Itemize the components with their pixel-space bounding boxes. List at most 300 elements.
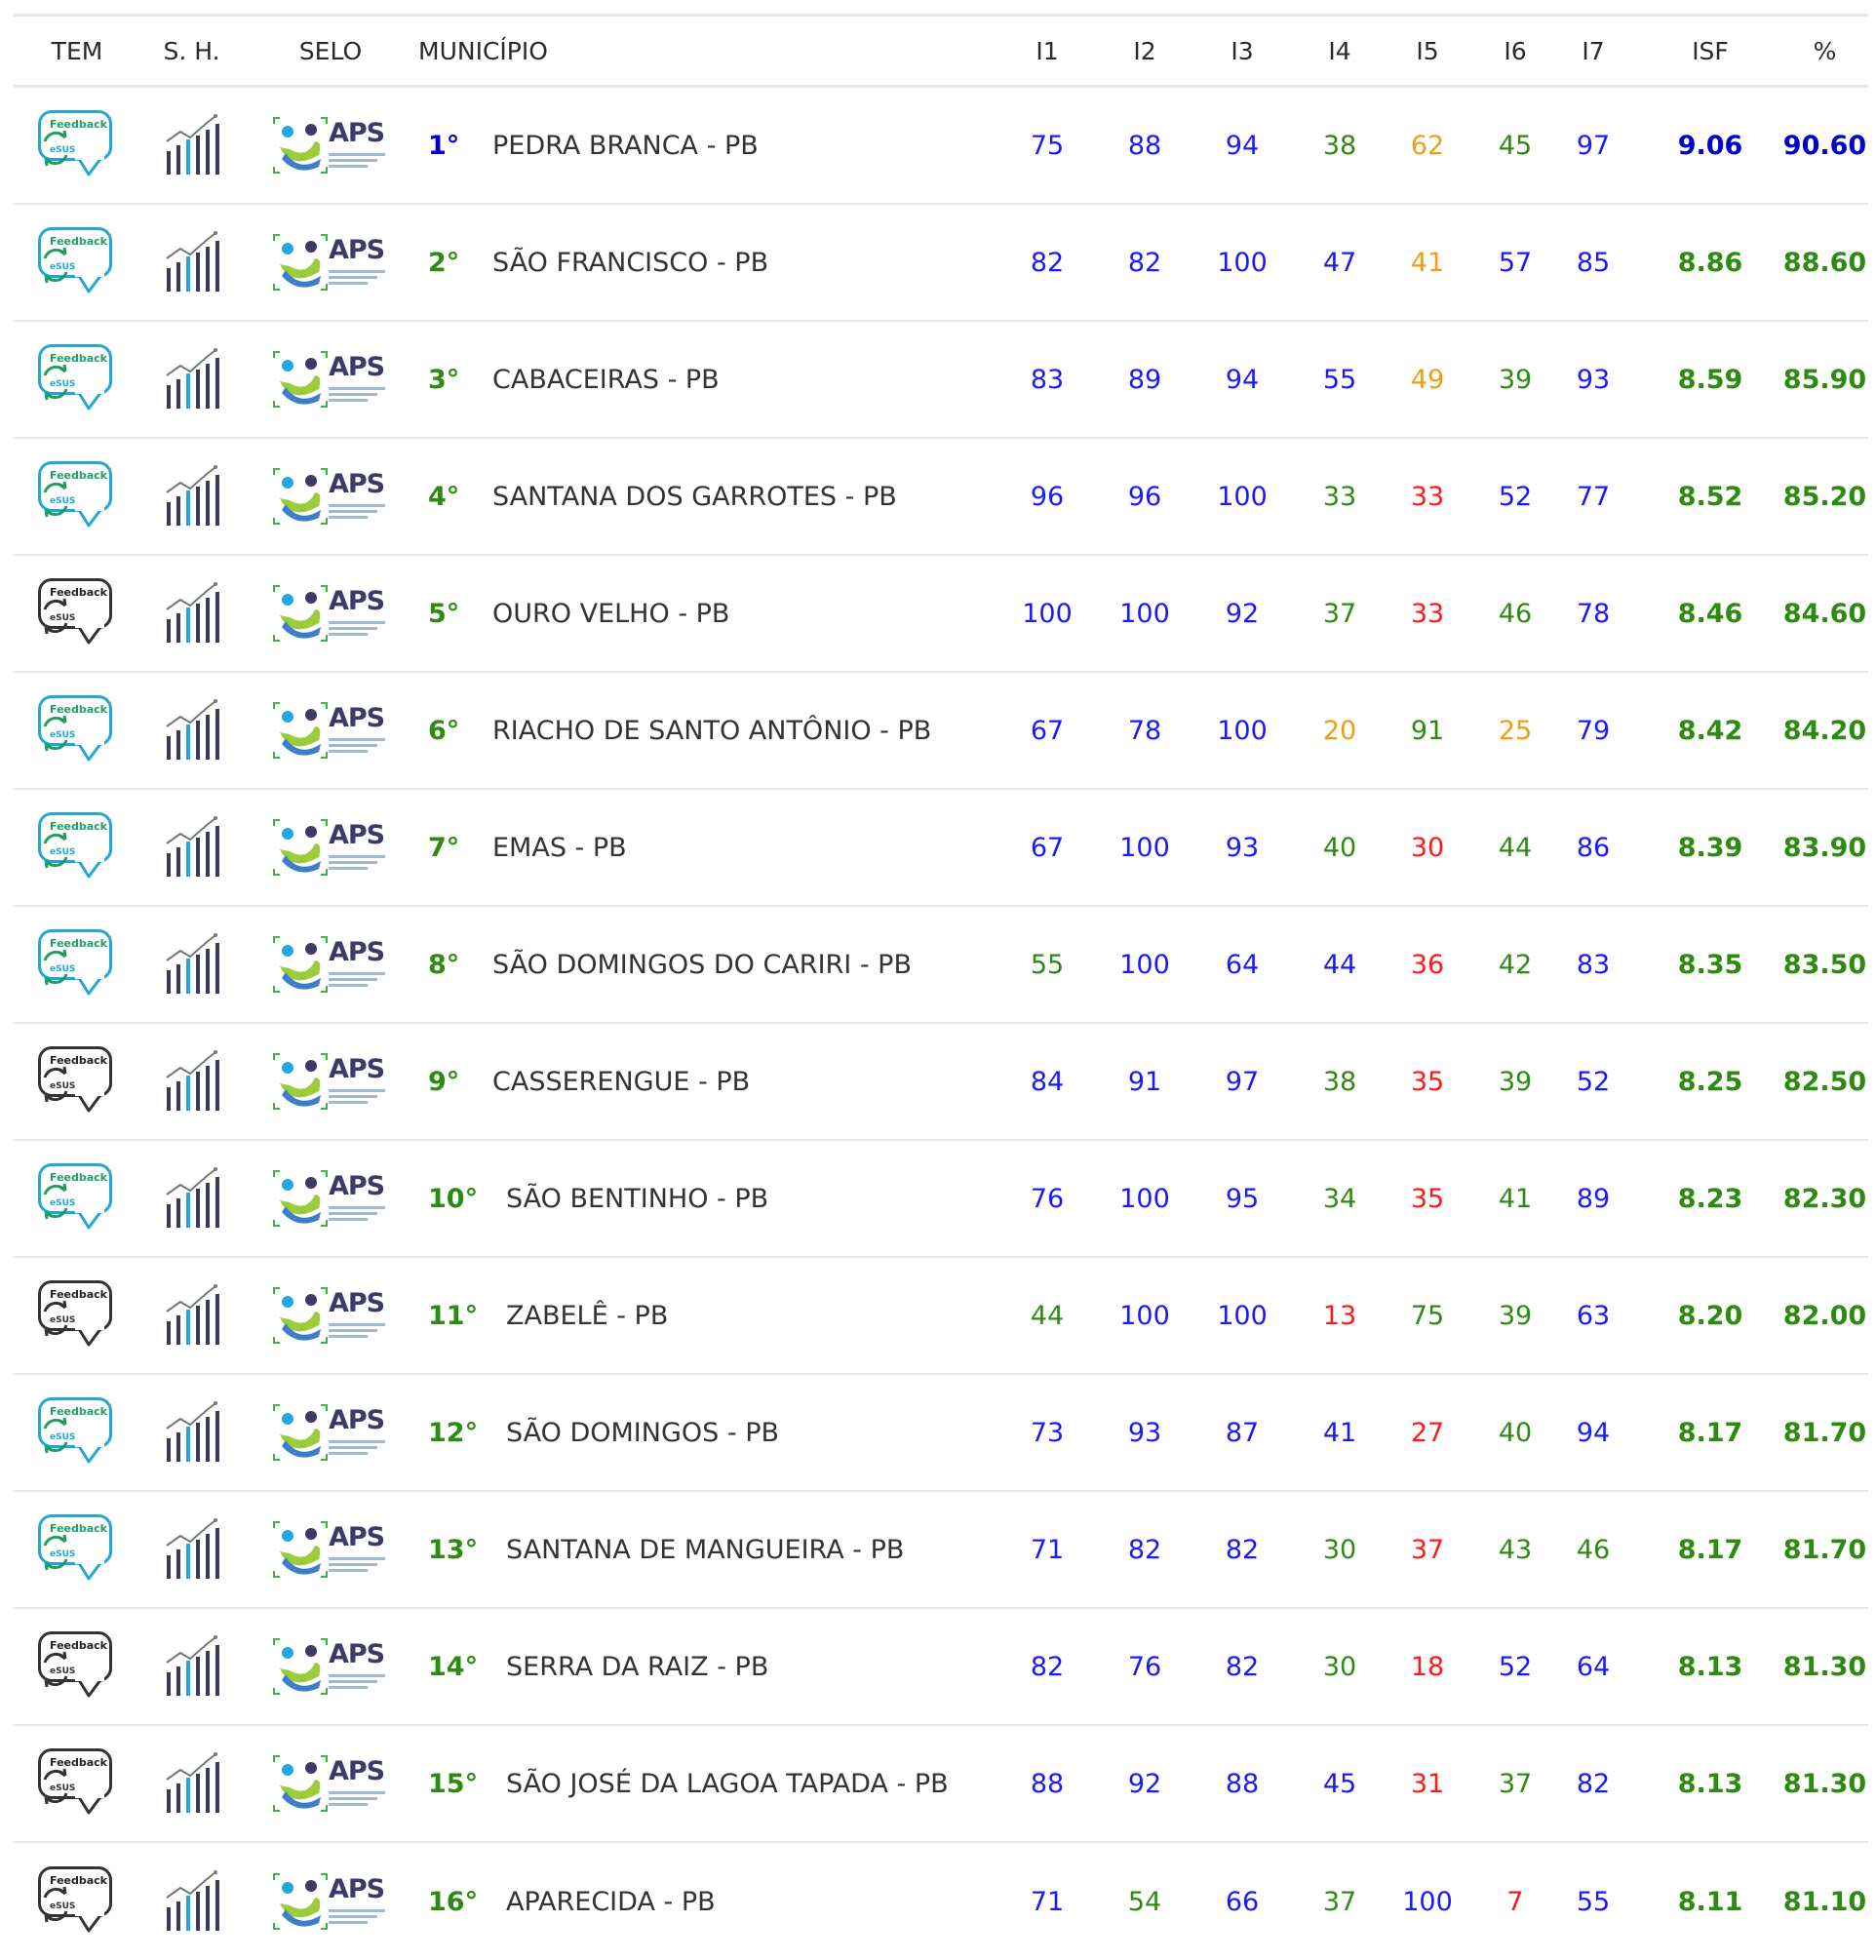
feedback-label: Feedback — [50, 703, 107, 716]
feedback-arrows-icon — [36, 1161, 118, 1235]
feedback-label: Feedback — [50, 1639, 107, 1652]
percent-score: 81.70 — [1782, 1417, 1867, 1448]
feedback-esus-icon[interactable] — [36, 1278, 118, 1352]
indicator-i5: 36 — [1410, 949, 1445, 980]
aps-label: APS — [329, 1405, 385, 1435]
indicator-i4: 41 — [1322, 1417, 1357, 1448]
isf-score: 8.13 — [1677, 1651, 1743, 1682]
sh-cell — [140, 1258, 243, 1373]
municipio-name[interactable]: SÃO DOMINGOS - PB — [506, 1417, 779, 1448]
table-row[interactable] — [14, 439, 1868, 556]
tem-cell — [14, 205, 140, 320]
feedback-arrows-icon — [36, 1278, 118, 1352]
sh-cell — [140, 1843, 243, 1960]
feedback-label: Feedback — [50, 1405, 107, 1418]
indicator-i7: 93 — [1576, 364, 1611, 395]
bar-chart-icon[interactable] — [163, 933, 221, 996]
indicator-i1: 44 — [1030, 1300, 1065, 1331]
tem-cell — [14, 439, 140, 554]
aps-seal-logo[interactable] — [272, 1637, 389, 1696]
indicator-i6: 7 — [1506, 1886, 1524, 1917]
bar-chart-icon[interactable] — [163, 1167, 221, 1230]
sh-cell — [140, 1726, 243, 1841]
indicator-i7: 85 — [1576, 247, 1611, 278]
indicator-i2: 100 — [1119, 598, 1170, 629]
indicator-i3: 100 — [1217, 481, 1268, 512]
aps-label: APS — [329, 1054, 385, 1084]
selo-cell — [243, 1375, 418, 1490]
indicator-i6: 52 — [1498, 481, 1533, 512]
aps-seal-logo[interactable] — [272, 1872, 389, 1931]
aps-seal-logo[interactable] — [272, 116, 389, 175]
municipio-name[interactable]: OURO VELHO - PB — [492, 598, 730, 629]
municipio-name[interactable]: SERRA DA RAIZ - PB — [506, 1651, 769, 1682]
indicator-i5: 37 — [1410, 1534, 1445, 1565]
indicator-i2: 100 — [1119, 1300, 1170, 1331]
indicator-i4: 44 — [1322, 949, 1357, 980]
indicator-i6: 46 — [1498, 598, 1533, 629]
indicator-i2: 100 — [1119, 1183, 1170, 1214]
selo-cell — [243, 1609, 418, 1724]
municipio-cell — [418, 556, 1003, 671]
table-body — [14, 88, 1868, 1960]
selo-cell — [243, 556, 418, 671]
table-row[interactable] — [14, 1258, 1868, 1375]
percent-score: 81.10 — [1782, 1886, 1867, 1917]
table-row[interactable] — [14, 322, 1868, 439]
tem-cell — [14, 1726, 140, 1841]
aps-label: APS — [329, 352, 385, 382]
table-row[interactable] — [14, 205, 1868, 322]
rank-position: 6° — [428, 715, 460, 746]
isf-score: 8.42 — [1677, 715, 1743, 746]
indicator-i7: 82 — [1576, 1768, 1611, 1799]
indicator-i7: 52 — [1576, 1066, 1611, 1097]
svg-text:eSUS: eSUS — [50, 145, 76, 155]
municipio-cell — [418, 205, 1003, 320]
rank-position: 2° — [428, 247, 460, 278]
selo-cell — [243, 205, 418, 320]
tem-cell — [14, 1492, 140, 1607]
bar-chart-icon[interactable] — [163, 1401, 221, 1464]
municipio-cell — [418, 1609, 1003, 1724]
selo-cell — [243, 322, 418, 437]
percent-score: 82.00 — [1782, 1300, 1867, 1331]
feedback-arrows-icon — [36, 342, 118, 416]
tem-cell — [14, 1258, 140, 1373]
isf-score: 8.86 — [1677, 247, 1743, 278]
header-percent[interactable]: % — [1813, 36, 1837, 65]
rank-position: 7° — [428, 832, 460, 863]
municipio-name[interactable]: SÃO BENTINHO - PB — [506, 1183, 769, 1214]
svg-text:eSUS: eSUS — [50, 1784, 76, 1793]
ranking-table — [14, 14, 1868, 1960]
indicator-i1: 82 — [1030, 247, 1065, 278]
feedback-esus-icon[interactable] — [36, 693, 118, 767]
percent-score: 83.90 — [1782, 832, 1867, 863]
indicator-i5: 100 — [1402, 1886, 1453, 1917]
indicator-i2: 96 — [1127, 481, 1162, 512]
indicator-i5: 62 — [1410, 130, 1445, 161]
indicator-i2: 92 — [1127, 1768, 1162, 1799]
isf-score: 9.06 — [1677, 130, 1743, 161]
feedback-label: Feedback — [50, 1522, 107, 1535]
feedback-arrows-icon — [36, 1395, 118, 1470]
tem-cell — [14, 790, 140, 905]
feedback-esus-icon[interactable] — [36, 1044, 118, 1118]
indicator-i5: 18 — [1410, 1651, 1445, 1682]
tem-cell — [14, 322, 140, 437]
aps-label: APS — [329, 703, 385, 733]
header-municipio[interactable]: MUNICÍPIO — [418, 36, 548, 65]
aps-seal-logo[interactable] — [272, 1286, 389, 1345]
svg-text:eSUS: eSUS — [50, 1081, 76, 1091]
feedback-label: Feedback — [50, 469, 107, 482]
selo-cell — [243, 88, 418, 203]
feedback-esus-icon[interactable] — [36, 1746, 118, 1821]
indicator-i4: 34 — [1322, 1183, 1357, 1214]
indicator-i5: 31 — [1410, 1768, 1445, 1799]
aps-label: APS — [329, 1522, 385, 1552]
table-row[interactable] — [14, 1843, 1868, 1960]
indicator-i6: 44 — [1498, 832, 1533, 863]
aps-label: APS — [329, 235, 385, 265]
indicator-i3: 92 — [1225, 598, 1260, 629]
aps-seal-logo[interactable] — [272, 584, 389, 643]
indicator-i2: 82 — [1127, 247, 1162, 278]
feedback-esus-icon[interactable] — [36, 810, 118, 884]
indicator-i6: 25 — [1498, 715, 1533, 746]
sh-cell — [140, 1024, 243, 1139]
indicator-i3: 82 — [1225, 1534, 1260, 1565]
header-i1[interactable]: I1 — [1036, 36, 1059, 65]
aps-seal-logo[interactable] — [272, 701, 389, 760]
isf-score: 8.17 — [1677, 1417, 1743, 1448]
indicator-i7: 89 — [1576, 1183, 1611, 1214]
isf-score: 8.23 — [1677, 1183, 1743, 1214]
feedback-esus-icon[interactable] — [36, 1864, 118, 1939]
rank-position: 1° — [428, 130, 460, 161]
feedback-arrows-icon — [36, 1629, 118, 1704]
indicator-i2: 100 — [1119, 832, 1170, 863]
table-row[interactable] — [14, 1726, 1868, 1843]
municipio-name[interactable]: APARECIDA - PB — [506, 1886, 716, 1917]
indicator-i5: 49 — [1410, 364, 1445, 395]
feedback-arrows-icon — [36, 927, 118, 1001]
feedback-arrows-icon — [36, 1044, 118, 1118]
bar-chart-icon[interactable] — [163, 816, 221, 879]
feedback-arrows-icon — [36, 459, 118, 533]
aps-label: APS — [329, 469, 385, 499]
table-row[interactable] — [14, 1024, 1868, 1141]
aps-seal-logo[interactable] — [272, 1520, 389, 1579]
isf-score: 8.35 — [1677, 949, 1743, 980]
feedback-arrows-icon — [36, 576, 118, 650]
svg-text:eSUS: eSUS — [50, 1666, 76, 1676]
rank-position: 11° — [428, 1300, 479, 1331]
aps-label: APS — [329, 937, 385, 967]
feedback-esus-icon[interactable] — [36, 342, 118, 416]
header-i4[interactable]: I4 — [1328, 36, 1351, 65]
percent-score: 82.30 — [1782, 1183, 1867, 1214]
table-row[interactable] — [14, 1492, 1868, 1609]
indicator-i6: 45 — [1498, 130, 1533, 161]
indicator-i6: 43 — [1498, 1534, 1533, 1565]
municipio-name[interactable]: EMAS - PB — [492, 832, 627, 863]
indicator-i3: 100 — [1217, 247, 1268, 278]
indicator-i5: 91 — [1410, 715, 1445, 746]
sh-cell — [140, 205, 243, 320]
indicator-i4: 20 — [1322, 715, 1357, 746]
selo-cell — [243, 1024, 418, 1139]
sh-cell — [140, 673, 243, 788]
indicator-i7: 77 — [1576, 481, 1611, 512]
indicator-i6: 41 — [1498, 1183, 1533, 1214]
feedback-esus-icon[interactable] — [36, 1161, 118, 1235]
svg-text:eSUS: eSUS — [50, 730, 76, 740]
svg-text:eSUS: eSUS — [50, 1901, 76, 1911]
aps-seal-logo[interactable] — [272, 1169, 389, 1228]
header-i7[interactable]: I7 — [1582, 36, 1605, 65]
indicator-i7: 63 — [1576, 1300, 1611, 1331]
indicator-i6: 42 — [1498, 949, 1533, 980]
isf-score: 8.52 — [1677, 481, 1743, 512]
percent-score: 82.50 — [1782, 1066, 1867, 1097]
isf-score: 8.17 — [1677, 1534, 1743, 1565]
feedback-esus-icon[interactable] — [36, 1512, 118, 1587]
sh-cell — [140, 322, 243, 437]
rank-position: 14° — [428, 1651, 479, 1682]
indicator-i4: 37 — [1322, 598, 1357, 629]
indicator-i1: 75 — [1030, 130, 1065, 161]
rank-position: 16° — [428, 1886, 479, 1917]
bar-chart-icon[interactable] — [163, 1518, 221, 1581]
isf-score: 8.20 — [1677, 1300, 1743, 1331]
municipio-cell — [418, 673, 1003, 788]
header-isf[interactable]: ISF — [1692, 36, 1729, 65]
indicator-i7: 79 — [1576, 715, 1611, 746]
aps-seal-logo[interactable] — [272, 233, 389, 292]
aps-seal-logo[interactable] — [272, 818, 389, 877]
sh-cell — [140, 439, 243, 554]
bar-chart-icon[interactable] — [163, 699, 221, 762]
indicator-i5: 27 — [1410, 1417, 1445, 1448]
feedback-esus-icon[interactable] — [36, 108, 118, 182]
rank-position: 4° — [428, 481, 460, 512]
aps-seal-logo[interactable] — [272, 1403, 389, 1462]
indicator-i3: 93 — [1225, 832, 1260, 863]
indicator-i2: 76 — [1127, 1651, 1162, 1682]
table-row[interactable] — [14, 556, 1868, 673]
header-i3[interactable]: I3 — [1231, 36, 1254, 65]
indicator-i2: 82 — [1127, 1534, 1162, 1565]
indicator-i3: 100 — [1217, 1300, 1268, 1331]
municipio-name[interactable]: PEDRA BRANCA - PB — [492, 130, 759, 161]
rank-position: 12° — [428, 1417, 479, 1448]
sh-cell — [140, 556, 243, 671]
feedback-esus-icon[interactable] — [36, 225, 118, 299]
municipio-name[interactable]: RIACHO DE SANTO ANTÔNIO - PB — [492, 715, 932, 746]
sh-cell — [140, 1609, 243, 1724]
bar-chart-icon[interactable] — [163, 114, 221, 176]
aps-seal-logo[interactable] — [272, 1052, 389, 1111]
table-row[interactable] — [14, 907, 1868, 1024]
bar-chart-icon[interactable] — [163, 465, 221, 528]
bar-chart-icon[interactable] — [163, 1635, 221, 1698]
indicator-i3: 95 — [1225, 1183, 1260, 1214]
percent-score: 81.70 — [1782, 1534, 1867, 1565]
percent-score: 85.90 — [1782, 364, 1867, 395]
bar-chart-icon[interactable] — [163, 348, 221, 411]
selo-cell — [243, 439, 418, 554]
isf-score: 8.13 — [1677, 1768, 1743, 1799]
municipio-name[interactable]: SANTANA DE MANGUEIRA - PB — [506, 1534, 905, 1565]
percent-score: 84.20 — [1782, 715, 1867, 746]
feedback-esus-icon[interactable] — [36, 1629, 118, 1704]
feedback-label: Feedback — [50, 1874, 107, 1887]
bar-chart-icon[interactable] — [163, 1050, 221, 1113]
feedback-label: Feedback — [50, 1171, 107, 1184]
indicator-i6: 39 — [1498, 1300, 1533, 1331]
feedback-arrows-icon — [36, 1512, 118, 1587]
table-row[interactable] — [14, 790, 1868, 907]
municipio-cell — [418, 907, 1003, 1022]
bar-chart-icon[interactable] — [163, 1870, 221, 1933]
indicator-i1: 67 — [1030, 832, 1065, 863]
municipio-cell — [418, 790, 1003, 905]
aps-seal-logo[interactable] — [272, 1754, 389, 1813]
aps-seal-logo[interactable] — [272, 935, 389, 994]
indicator-i7: 78 — [1576, 598, 1611, 629]
municipio-name[interactable]: SÃO JOSÉ DA LAGOA TAPADA - PB — [506, 1768, 949, 1799]
table-row[interactable] — [14, 1141, 1868, 1258]
sh-cell — [140, 790, 243, 905]
tem-cell — [14, 907, 140, 1022]
bar-chart-icon[interactable] — [163, 1284, 221, 1347]
percent-score: 90.60 — [1782, 130, 1867, 161]
header-i6[interactable]: I6 — [1504, 36, 1527, 65]
municipio-name[interactable]: ZABELÊ - PB — [506, 1300, 669, 1331]
municipio-cell — [418, 1141, 1003, 1256]
indicator-i7: 46 — [1576, 1534, 1611, 1565]
rank-position: 9° — [428, 1066, 460, 1097]
percent-score: 85.20 — [1782, 481, 1867, 512]
table-row[interactable] — [14, 1375, 1868, 1492]
indicator-i5: 75 — [1410, 1300, 1445, 1331]
feedback-label: Feedback — [50, 118, 107, 131]
isf-score: 8.25 — [1677, 1066, 1743, 1097]
municipio-name[interactable]: SANTANA DOS GARROTES - PB — [492, 481, 897, 512]
feedback-arrows-icon — [36, 1864, 118, 1939]
svg-text:eSUS: eSUS — [50, 1198, 76, 1208]
indicator-i2: 54 — [1127, 1886, 1162, 1917]
bar-chart-icon[interactable] — [163, 582, 221, 645]
feedback-label: Feedback — [50, 352, 107, 365]
indicator-i4: 45 — [1322, 1768, 1357, 1799]
selo-cell — [243, 790, 418, 905]
header-i2[interactable]: I2 — [1133, 36, 1156, 65]
indicator-i6: 39 — [1498, 1066, 1533, 1097]
aps-label: APS — [329, 1756, 385, 1786]
indicator-i6: 37 — [1498, 1768, 1533, 1799]
percent-score: 84.60 — [1782, 598, 1867, 629]
aps-seal-logo[interactable] — [272, 467, 389, 526]
indicator-i1: 83 — [1030, 364, 1065, 395]
indicator-i4: 55 — [1322, 364, 1357, 395]
municipio-cell — [418, 1375, 1003, 1490]
selo-cell — [243, 673, 418, 788]
rank-position: 15° — [428, 1768, 479, 1799]
feedback-esus-icon[interactable] — [36, 927, 118, 1001]
municipio-name[interactable]: SÃO DOMINGOS DO CARIRI - PB — [492, 949, 912, 980]
feedback-label: Feedback — [50, 235, 107, 248]
indicator-i3: 88 — [1225, 1768, 1260, 1799]
tem-cell — [14, 1024, 140, 1139]
municipio-name[interactable]: CABACEIRAS - PB — [492, 364, 720, 395]
rank-position: 5° — [428, 598, 460, 629]
indicator-i5: 33 — [1410, 481, 1445, 512]
feedback-esus-icon[interactable] — [36, 576, 118, 650]
feedback-esus-icon[interactable] — [36, 1395, 118, 1470]
indicator-i1: 73 — [1030, 1417, 1065, 1448]
indicator-i3: 97 — [1225, 1066, 1260, 1097]
indicator-i4: 38 — [1322, 1066, 1357, 1097]
municipio-cell — [418, 322, 1003, 437]
indicator-i3: 100 — [1217, 715, 1268, 746]
header-i5[interactable]: I5 — [1416, 36, 1439, 65]
feedback-label: Feedback — [50, 820, 107, 833]
municipio-cell — [418, 439, 1003, 554]
indicator-i1: 88 — [1030, 1768, 1065, 1799]
indicator-i6: 40 — [1498, 1417, 1533, 1448]
svg-text:eSUS: eSUS — [50, 1432, 76, 1442]
aps-label: APS — [329, 1874, 385, 1904]
indicator-i4: 40 — [1322, 832, 1357, 863]
feedback-label: Feedback — [50, 586, 107, 599]
header-tem[interactable]: TEM — [51, 36, 103, 65]
feedback-esus-icon[interactable] — [36, 459, 118, 533]
indicator-i3: 66 — [1225, 1886, 1260, 1917]
svg-text:eSUS: eSUS — [50, 496, 76, 506]
feedback-arrows-icon — [36, 693, 118, 767]
indicator-i4: 30 — [1322, 1651, 1357, 1682]
table-row[interactable] — [14, 673, 1868, 790]
tem-cell — [14, 1609, 140, 1724]
aps-label: APS — [329, 1639, 385, 1669]
table-row[interactable] — [14, 1609, 1868, 1726]
header-selo[interactable]: SELO — [298, 36, 363, 65]
header-sh[interactable]: S. H. — [163, 36, 220, 65]
municipio-cell — [418, 1843, 1003, 1960]
bar-chart-icon[interactable] — [163, 1752, 221, 1815]
municipio-name[interactable]: SÃO FRANCISCO - PB — [492, 247, 769, 278]
municipio-cell — [418, 88, 1003, 203]
sh-cell — [140, 88, 243, 203]
table-row[interactable] — [14, 88, 1868, 205]
feedback-label: Feedback — [50, 1756, 107, 1769]
bar-chart-icon[interactable] — [163, 231, 221, 294]
svg-text:eSUS: eSUS — [50, 262, 76, 272]
municipio-cell — [418, 1024, 1003, 1139]
indicator-i4: 13 — [1322, 1300, 1357, 1331]
indicator-i2: 100 — [1119, 949, 1170, 980]
percent-score: 88.60 — [1782, 247, 1867, 278]
isf-score: 8.39 — [1677, 832, 1743, 863]
aps-seal-logo[interactable] — [272, 350, 389, 409]
municipio-name[interactable]: CASSERENGUE - PB — [492, 1066, 751, 1097]
aps-label: APS — [329, 820, 385, 850]
indicator-i4: 38 — [1322, 130, 1357, 161]
